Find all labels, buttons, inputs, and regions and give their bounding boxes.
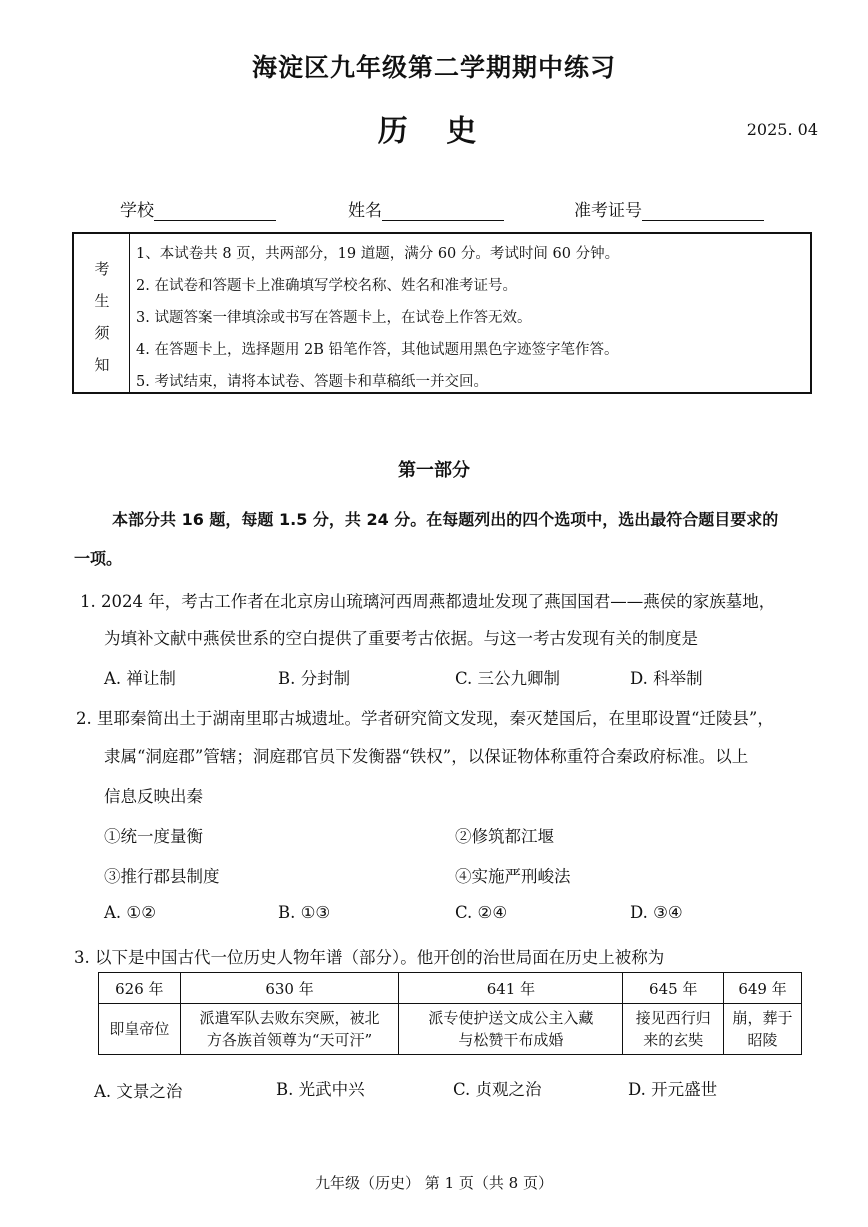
part-heading: 第一部分: [398, 460, 470, 481]
chronology-event: [623, 1004, 724, 1055]
event-line: 与松赞干布成婚: [458, 1031, 564, 1049]
q3-option-b[interactable]: B. 光武中兴: [276, 1080, 365, 1099]
exam-date: 2025. 04: [746, 120, 818, 139]
notice-side-char: 考: [94, 260, 110, 278]
chronology-event: [399, 1004, 623, 1055]
notice-rule: 2. 在试卷和答题卡上准确填写学校名称、姓名和准考证号。: [136, 278, 517, 294]
name-field[interactable]: [348, 196, 504, 221]
event-line: 昭陵: [747, 1031, 778, 1049]
event-line: 派遣军队去败东突厥，被北: [199, 1009, 380, 1027]
q3-option-a[interactable]: A. 文景之治: [94, 1082, 183, 1101]
exam-notice-box: [72, 232, 812, 394]
notice-side-label: [74, 234, 130, 392]
q2-item-3: ③推行郡县制度: [104, 867, 220, 886]
question-2-text: 2. 里耶秦简出土于湖南里耶古城遗址。学者研究简文发现，秦灭楚国后，在里耶设置“迁陵县”，: [76, 709, 774, 728]
school-field[interactable]: [120, 196, 276, 221]
chronology-year: 641 年: [399, 973, 623, 1004]
school-blank[interactable]: [154, 200, 276, 221]
question-3-text: 3. 以下是中国古代一位历史人物年谱（部分）。他开创的治世局面在历史上被称为: [74, 948, 665, 967]
chronology-year: 626 年: [99, 973, 181, 1004]
event-line: 方各族首领尊为“天可汗”: [206, 1031, 373, 1049]
notice-rule: 5. 考试结束，请将本试卷、答题卡和草稿纸一并交回。: [136, 374, 488, 390]
q2-item-2: ②修筑都江堰: [455, 827, 554, 846]
q3-option-c[interactable]: C. 贞观之治: [453, 1080, 542, 1099]
question-2-text: 隶属“洞庭郡”管辖；洞庭郡官员下发衡器“铁权”，以保证物体称重符合秦政府标准。以上: [104, 747, 749, 766]
page-footer: 九年级（历史） 第 1 页（共 8 页）: [315, 1174, 553, 1192]
exam-id-field[interactable]: [574, 196, 764, 221]
q1-option-b[interactable]: B. 分封制: [278, 669, 351, 688]
chronology-event-row: [99, 1004, 802, 1055]
q2-option-a[interactable]: A. ①②: [104, 903, 156, 922]
chronology-event: [180, 1004, 399, 1055]
question-1-text: 为填补文献中燕侯世系的空白提供了重要考古依据。与这一考古发现有关的制度是: [104, 629, 698, 648]
event-line: 即皇帝位: [109, 1020, 170, 1038]
event-line: 派专使护送文成公主入藏: [428, 1009, 594, 1027]
exam-title: 海淀区九年级第二学期期中练习: [251, 53, 616, 82]
part-intro-line: 本部分共 16 题，每题 1.5 分，共 24 分。在每题列出的四个选项中，选出最符合题目要求的: [112, 510, 779, 529]
question-2-text: 信息反映出秦: [104, 787, 203, 806]
chronology-year: 630 年: [180, 973, 399, 1004]
notice-rule: 3. 试题答案一律填涂或书写在答题卡上，在试卷上作答无效。: [136, 310, 532, 326]
question-1-text: 1. 2024 年，考古工作者在北京房山琉璃河西周燕都遗址发现了燕国国君——燕侯的家族墓地，: [80, 592, 776, 611]
q1-option-c[interactable]: C. 三公九卿制: [455, 669, 561, 688]
chronology-table: [98, 972, 802, 1055]
subject-title: 历 史: [377, 114, 491, 149]
chronology-year: 649 年: [724, 973, 802, 1004]
chronology-event: [99, 1004, 181, 1055]
notice-side-char: 生: [94, 292, 110, 310]
q2-item-4: ④实施严刑峻法: [455, 867, 571, 886]
q3-option-d[interactable]: D. 开元盛世: [628, 1080, 718, 1099]
chronology-event: [724, 1004, 802, 1055]
chronology-year-row: [99, 973, 802, 1004]
exam-id-blank[interactable]: [642, 200, 764, 221]
q1-option-d[interactable]: D. 科举制: [630, 669, 703, 688]
q1-option-a[interactable]: A. 禅让制: [104, 669, 176, 688]
event-line: 接见西行归: [635, 1009, 711, 1027]
notice-side-char: 知: [94, 356, 110, 374]
q2-option-b[interactable]: B. ①③: [278, 903, 331, 922]
notice-side-char: 须: [94, 324, 110, 342]
chronology-year: 645 年: [623, 973, 724, 1004]
part-intro-line: 一项。: [74, 549, 123, 568]
exam-id-label: 准考证号: [574, 201, 642, 221]
name-label: 姓名: [348, 201, 382, 221]
q2-item-1: ①统一度量衡: [104, 827, 203, 846]
event-line: 来的玄奘: [643, 1031, 704, 1049]
q2-option-c[interactable]: C. ②④: [455, 903, 508, 922]
name-blank[interactable]: [382, 200, 504, 221]
event-line: 崩，葬于: [732, 1009, 793, 1027]
school-label: 学校: [120, 201, 154, 221]
notice-rule: 1、本试卷共 8 页，共两部分，19 道题，满分 60 分。考试时间 60 分钟。: [136, 246, 620, 262]
q2-option-d[interactable]: D. ③④: [630, 903, 683, 922]
notice-rule: 4. 在答题卡上，选择题用 2B 铅笔作答，其他试题用黑色字迹签字笔作答。: [136, 342, 619, 358]
